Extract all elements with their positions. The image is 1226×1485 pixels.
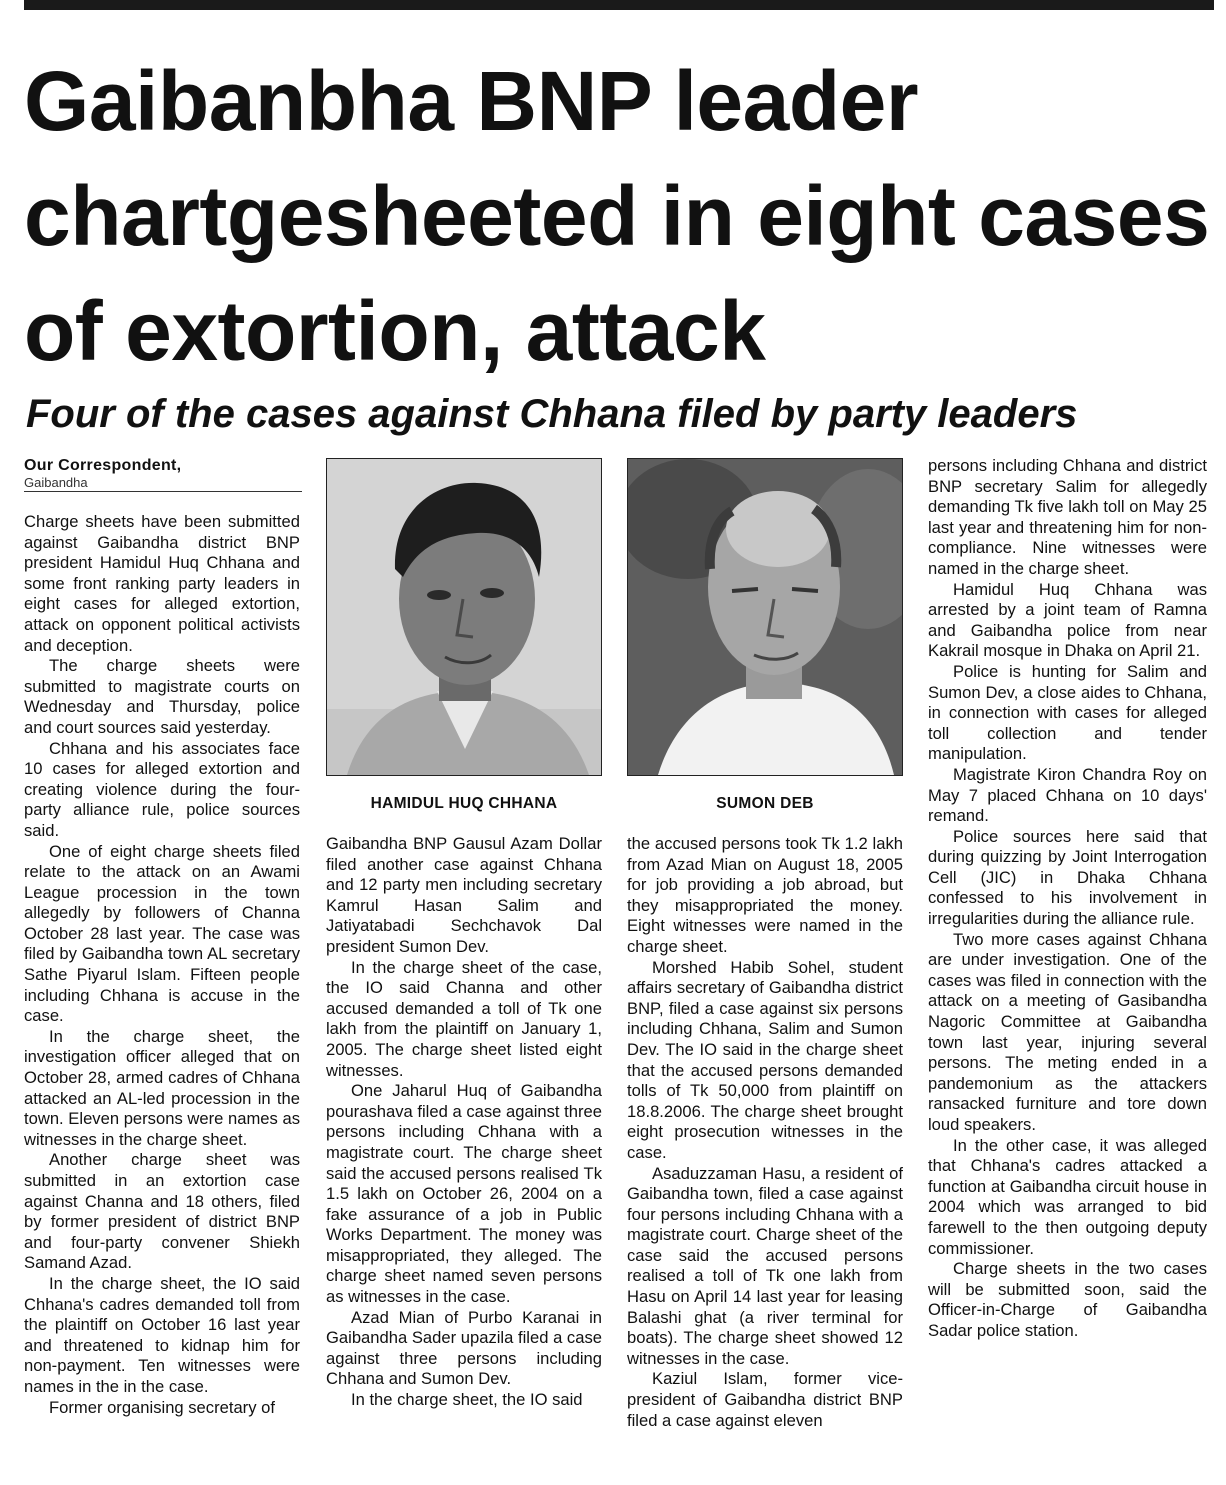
paragraph: Another charge sheet was submitted in an extortion case against Channa and 18 others, filed by former president of district BNP and four-party convener Shiekh Samand Azad. <box>24 1150 300 1273</box>
article-column-3 <box>627 834 903 1431</box>
photo-caption: SUMON DEB <box>716 795 814 812</box>
paragraph: In the charge sheet, the IO said <box>351 1390 583 1410</box>
article-column-2 <box>326 834 602 1411</box>
paragraph: In the charge sheet of the case, the IO said Channa and other accused demanded a toll of Tk one lakh from the plaintiff on January 1, 2005. The charge sheet listed eight witnesses. <box>326 957 602 1080</box>
photo-hamidul-huq-chhana <box>326 458 602 776</box>
paragraph: One Jaharul Huq of Gaibandha pourashava filed a case against three persons including Chhana with a magistrate court. The charge sheet said the accused persons realised Tk 1.5 lakh on October 26, 2004 on a fake assurance of a job in Public Works Department. The money was misappropriated, they alleged. The charge sheet named seven persons as witnesses in the case. <box>326 1081 602 1307</box>
paragraph: The charge sheets were submitted to magistrate courts on Wednesday and Thursday, police and court sources said yesterday. <box>24 656 300 737</box>
paragraph: Kaziul Islam, former vice-president of Gaibandha district BNP filed a case against eleven <box>627 1369 903 1430</box>
paragraph: Azad Mian of Purbo Karanai in Gaibandha Sader upazila filed a case against three persons including Chhana and Sumon Dev. <box>326 1307 602 1389</box>
paragraph: Former organising secretary of <box>49 1397 275 1417</box>
paragraph: Police is hunting for Salim and Sumon Dev, a close aides to Chhana, in connection with cases for alleged toll collection and tender manipulation. <box>928 661 1207 764</box>
article-column-4 <box>928 456 1207 1342</box>
byline-name: Our Correspondent, <box>24 457 182 474</box>
paragraph: Charge sheets in the two cases will be submitted soon, said the Officer-in-Charge of Gaibandha Sadar police station. <box>928 1259 1207 1340</box>
paragraph: One of eight charge sheets filed relate to the attack on an Awami League procession in the town allegedly by followers of Channa October 28 last year. The case was filed by Gaibandha town AL secretary Sathe Piyarul Islam. Fifteen people including Chhana is accuse in the case. <box>24 841 300 1026</box>
article-column-1 <box>24 512 300 1418</box>
paragraph: In the charge sheet, the investigation officer alleged that on October 28, armed cadres of Chhana attacked an AL-led procession in the town. Eleven persons were names as witnesses in the charge sheet. <box>24 1026 300 1149</box>
top-rule <box>24 0 1214 10</box>
photo-caption: HAMIDUL HUQ CHHANA <box>370 795 558 812</box>
paragraph: Magistrate Kiron Chandra Roy on May 7 placed Chhana on 10 days' remand. <box>928 764 1207 826</box>
paragraph: Gaibandha BNP Gausul Azam Dollar filed another case against Chhana and 12 party men including secretary Kamrul Hasan Salim and Jatiyatabadi Sechchavok Dal president Sumon Dev. <box>326 834 602 956</box>
paragraph: Two more cases against Chhana are under investigation. One of the cases was filed in connection with the attack on a meeting of Gasibandha Nagoric Committee at Gaibandha town last year, injuring several persons. The meting ended in a pandemonium as the attackers ransacked furniture and tore down loud speakers. <box>928 929 1207 1134</box>
paragraph: In the other case, it was alleged that Chhana's cadres attacked a function at Gaibandha circuit house in 2004 which was arranged to bid farewell to the then outgoing deputy commissioner. <box>928 1135 1207 1258</box>
paragraph: In the charge sheet, the IO said Chhana's cadres demanded toll from the plaintiff on October 16 last year and threatened to kidnap him for non-payment. Ten witnesses were names in the in the case. <box>24 1273 300 1396</box>
paragraph: the accused persons took Tk 1.2 lakh from Azad Mian on August 18, 2005 for job providing a job abroad, but they misappropriated the money. Eight witnesses were named in the charge sheet. <box>627 834 903 956</box>
photo-sumon-deb <box>627 458 903 776</box>
paragraph: Charge sheets have been submitted against Gaibandha district BNP president Hamidul Huq Chhana and some front ranking party leaders in eight cases for alleged extortion, attack on opponent political activists and deception. <box>24 512 300 655</box>
paragraph: persons including Chhana and district BNP secretary Salim for allegedly demanding Tk five lakh toll on May 25 last year and threatening him for non-compliance. Nine witnesses were named in the charge sheet. <box>928 456 1207 578</box>
portrait-image <box>628 459 902 775</box>
subheadline: Four of the cases against Chhana filed by party leaders <box>26 392 1078 436</box>
paragraph: Morshed Habib Sohel, student affairs secretary of Gaibandha district BNP, filed a case against six persons including Chhana, Salim and Sumon Dev. The IO said in the charge sheet that the accused persons demanded tolls of Tk 50,000 from plaintiff on 18.8.2006. The charge sheet brought eight prosecution witnesses in the case. <box>627 957 903 1162</box>
headline: Gaibanbha BNP leader chartgesheeted in eight cases of extortion, attack <box>24 54 1210 378</box>
paragraph: Chhana and his associates face 10 cases for alleged extortion and creating violence during the four-party alliance rule, police sources said. <box>24 738 300 840</box>
paragraph: Police sources here said that during quizzing by Joint Interrogation Cell (JIC) in Dhaka Chhana confessed to his involvement in irregularities during the alliance rule. <box>928 826 1207 929</box>
paragraph: Hamidul Huq Chhana was arrested by a joint team of Ramna and Gaibandha police from near Kakrail mosque in Dhaka on April 21. <box>928 579 1207 661</box>
byline <box>24 457 302 492</box>
byline-place: Gaibandha <box>24 475 302 492</box>
paragraph: Asaduzzaman Hasu, a resident of Gaibandha town, filed a case against four persons including Chhana with a magistrate court. Charge sheet of the case said the accused persons realised a toll of Tk one lakh from Hasu on April 14 last year for leasing Balashi ghat (a river terminal for boats). The charge sheet showed 12 witnesses in the case. <box>627 1163 903 1368</box>
portrait-image <box>327 459 601 775</box>
